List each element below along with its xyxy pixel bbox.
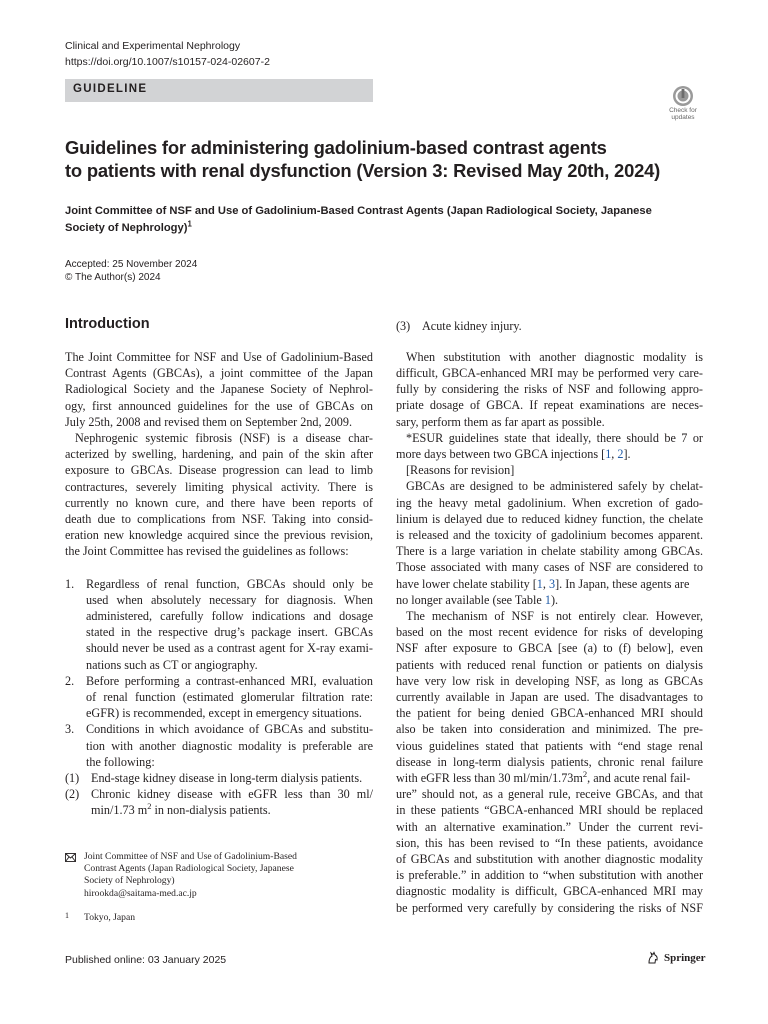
text-fragment: ]. [623, 446, 631, 461]
author-line: Joint Committee of NSF and Use of Gadolinium-Based Contrast Agents (Japan Radiological Society, Japanese [65, 205, 652, 217]
affiliation-marker[interactable]: 1 [187, 219, 192, 229]
text-fragment: have lower chelate stability [1, 3]. In Japan, these agents are [396, 576, 690, 591]
list-number: 2. [65, 673, 75, 688]
text-line: be performed very carefully by considering the risks of NSF [396, 900, 703, 915]
text-line: also be taken into consideration and minimized. The pre- [396, 722, 703, 737]
text-line: is preferable.” in addition to “when substitution with another [396, 868, 703, 883]
text-fragment: with eGFR less than 30 ml/min/1.73m [396, 770, 583, 785]
check-for-updates-badge[interactable] [664, 84, 702, 124]
text-line: is released and the toxicity of gadolinium becomes apparent. [396, 527, 703, 542]
text-fragment: , and acute renal fail- [587, 770, 691, 785]
check-updates-line1: Check for [669, 107, 697, 114]
text-line: currently available in Japan are used. The disadvantages to [396, 689, 703, 704]
text-line: priate dosage of GBCA. If repeat examinations are neces- [396, 398, 703, 413]
title-line: to patients with renal dysfunction (Version 3: Revised May 20th, 2024) [65, 160, 661, 181]
table-link[interactable]: 1 [544, 592, 551, 607]
text-line: fully by considering the risks of NSF and following appro- [396, 382, 703, 397]
superscript: 2 [147, 801, 152, 812]
article-type-label: GUIDELINE [73, 83, 148, 95]
correspondence-footnote [65, 851, 365, 900]
springer-horse-icon [646, 951, 660, 965]
accepted-date: Accepted: 25 November 2024 [65, 259, 198, 270]
text-line: disease in long-term dialysis patients, chronic renal failure [396, 754, 703, 769]
sub-list-item [396, 318, 703, 334]
author-list [65, 203, 705, 237]
text-line: tion with another diagnostic modality is preferable are [86, 738, 373, 753]
text-line: nations such as CT or angiography. [86, 657, 258, 672]
text-line: The Joint Committee for NSF and Use of Gadolinium-Based [65, 350, 373, 364]
text-line: Those associated with many cases of NSF are considered to [396, 560, 703, 575]
text-line: Nephrogenic systemic fibrosis (NSF) is a disease char- [75, 431, 373, 446]
text-line: NSF after exposure to GBCA [see (a) to (f) below], even [396, 641, 703, 656]
envelope-icon [65, 853, 76, 862]
text-line: the patient for being denied GBCA-enhanced MRI should [396, 706, 703, 721]
text-line: patients with reduced renal function or patients on dialysis [396, 657, 703, 672]
text-line: difficult, GBCA-enhanced MRI may be performed very care- [396, 365, 703, 380]
section-heading-introduction: Introduction [65, 316, 150, 332]
text-line: There is a large variation in chelate stability among GBCAs. [396, 544, 703, 559]
list-number: 3. [65, 722, 75, 737]
text-line: stated in the respective drug’s package insert. GBCAs [86, 625, 373, 640]
text-line: contractures, severely limiting physical activity. There is [65, 479, 373, 494]
text-line: the Joint Committee has revised the guidelines as follows: [65, 544, 349, 559]
text-line: eration new knowledge acquired since the previous revision, [65, 528, 373, 543]
copyright-notice: © The Author(s) 2024 [65, 272, 161, 283]
text-line: Regardless of renal function, GBCAs should only be [86, 576, 373, 591]
text-line: administered, carefully follow indications and dosage [86, 609, 373, 624]
list-item [65, 673, 373, 722]
text-line: used when absolutely necessary for diagnosis. When [86, 592, 373, 607]
check-updates-line2: updates [671, 114, 695, 121]
sub-list-item [65, 786, 373, 818]
right-column [396, 318, 703, 916]
published-online-date: Published online: 03 January 2025 [65, 954, 227, 966]
subheading-reasons: [Reasons for revision] [406, 463, 515, 478]
text-line: The mechanism of NSF is not entirely clear. However, [406, 608, 703, 623]
text-line: GBCAs are designed to be administered safely by chelat- [406, 479, 703, 494]
text-line: ogy, first announced guidelines for the use of GBCAs on [65, 398, 373, 413]
text-fragment: , [611, 446, 618, 461]
text-fragment: in non-dialysis patients. [151, 803, 271, 818]
paragraph [396, 349, 703, 430]
affiliation-footnote [65, 912, 365, 924]
check-updates-icon [672, 85, 694, 107]
text-line: When substitution with another diagnostic modality is [406, 349, 703, 364]
citation-link[interactable]: 3 [548, 576, 556, 591]
text-line: End-stage kidney disease in long-term dialysis patients. [91, 771, 363, 786]
publisher-logo [646, 951, 706, 965]
citation-link[interactable]: 2 [617, 446, 624, 461]
paragraph [396, 478, 703, 608]
text-line: Before performing a contrast-enhanced MRI, evaluation [86, 673, 373, 688]
text-line: vious guidelines stated that patients with “end stage renal [396, 738, 703, 753]
text-line: Acute kidney injury. [422, 319, 522, 333]
text-line: exposure to GBCAs. Disease progression can lead to limb [65, 463, 373, 478]
author-line-text: Society of Nephrology) [65, 222, 188, 234]
text-line: death due to complications from NSF. Taking into consid- [65, 512, 373, 527]
text-line [396, 592, 703, 608]
text-line: diagnostic modality is difficult, GBCA-enhanced MRI may [396, 884, 703, 899]
text-fragment: more days between two GBCA injections [ [396, 446, 606, 461]
text-line: sary, perform them as far apart as possible. [396, 414, 605, 429]
footnote-line: Society of Nephrology) [84, 875, 175, 887]
text-line: sion, this has been revised to “In these patients, avoidance [396, 835, 703, 850]
article-dates [65, 258, 197, 284]
footnote-line: Joint Committee of NSF and Use of Gadolinium-Based [84, 851, 297, 862]
left-column [65, 349, 373, 819]
text-line [396, 446, 703, 462]
article-title [65, 136, 705, 182]
text-line: acterized by swelling, hardening, and pain of the skin after [65, 447, 373, 462]
text-fragment: ). [550, 592, 559, 607]
text-line: Conditions in which avoidance of GBCAs and substitu- [86, 722, 373, 737]
text-line: linium is delayed due to reduced kidney function, the chelate [396, 511, 703, 526]
text-line [91, 802, 373, 818]
footnotes [65, 851, 365, 924]
sub-list-item [65, 770, 373, 786]
publisher-name: Springer [664, 952, 706, 964]
text-line: eGFR) is recommended, except in emergency situations. [86, 706, 362, 721]
affiliation-number: 1 [65, 910, 69, 920]
text-line: with an alternative examination.” Under the current revi- [396, 819, 703, 834]
text-line: *ESUR guidelines state that ideally, there should be 7 or [406, 430, 703, 445]
text-line [396, 576, 703, 592]
text-line: of GBCAs and substitution with another diagnostic modality [396, 852, 703, 866]
text-line [396, 770, 703, 786]
sub-list-number: (2) [65, 787, 80, 802]
text-line: ing the heavy metal gadolinium. When excretion of gado- [396, 495, 703, 510]
title-line: Guidelines for administering gadolinium-based contrast agents [65, 137, 607, 158]
journal-name: Clinical and Experimental Nephrology [65, 40, 241, 52]
text-line: July 25th, 2008 and revised them on September 2nd, 2009. [65, 414, 353, 429]
text-line: the following: [86, 754, 155, 769]
sub-list-number: (1) [65, 771, 80, 786]
article-type-banner [65, 79, 373, 102]
text-line: in these patients “GBCA-enhanced MRI should be replaced [396, 803, 703, 818]
affiliation-text: Tokyo, Japan [84, 911, 136, 923]
list-number: 1. [65, 576, 75, 591]
text-line: Contrast Agents (GBCAs), a joint committee of the Japan [65, 366, 373, 381]
doi-link[interactable]: https://doi.org/10.1007/s10157-024-02607-2 [65, 56, 270, 68]
text-line: based on the most recent evidence for risks of developing [396, 625, 703, 640]
text-line: have very low risk in developing NSF, as long as GBCAs [396, 673, 703, 688]
text-line: Chronic kidney disease with eGFR less than 30 ml/ [91, 787, 373, 802]
text-fragment: no longer available (see Table [396, 592, 545, 607]
sub-list-number: (3) [396, 319, 411, 333]
author-line [65, 220, 705, 237]
text-line: should never be used as a contrast agent for X-ray exami- [86, 641, 373, 656]
citation-link[interactable]: 1 [536, 576, 543, 591]
text-line: Radiological Society and the Japanese Society of Nephrol- [65, 382, 373, 397]
list-item [65, 576, 373, 673]
text-line: ure” should not, as a general rule, receive GBCAs, and that [396, 787, 703, 802]
list-item [65, 721, 373, 770]
footnote-line: Contrast Agents (Japan Radiological Society, Japanese [84, 863, 294, 875]
paragraph [65, 430, 373, 560]
superscript: 2 [582, 768, 588, 779]
text-line: of renal function (estimated glomerular filtration rate: [86, 690, 373, 705]
paragraph [396, 608, 703, 916]
text-line: currently no known cure, and there have been reports of [65, 495, 373, 510]
paragraph [65, 349, 373, 430]
email-link[interactable]: hirookda@saitama-med.ac.jp [84, 887, 197, 899]
paragraph [396, 430, 703, 462]
text-fragment: min/1.73 m [91, 803, 148, 818]
citation-link[interactable]: 1 [605, 446, 612, 461]
